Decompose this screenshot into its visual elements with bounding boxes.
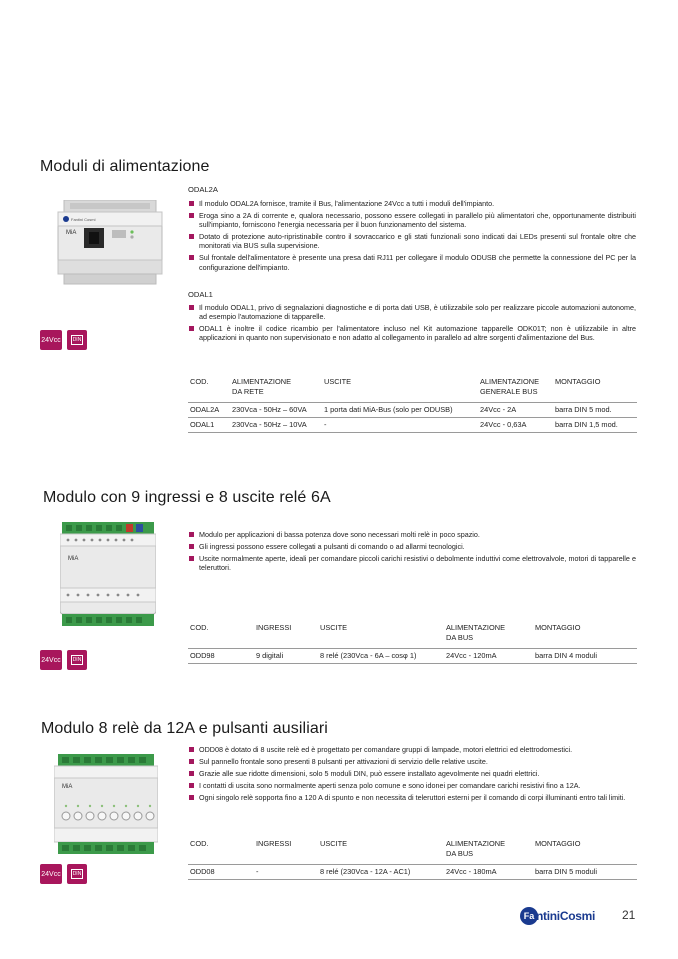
svg-text:MiA: MiA <box>66 230 77 236</box>
bullet-item: ODD08 è dotato di 8 uscite relè ed è progettato per comandare gruppi di lampade, motori elettrici ed elettrodomestici. <box>188 745 636 754</box>
col-header: ALIMENTAZIONE DA BUS <box>444 839 533 865</box>
odd98-device-image <box>60 522 156 626</box>
section-title-odd08: Modulo 8 relè da 12A e pulsanti ausiliari <box>41 720 328 737</box>
model-label-odal1: ODAL1 <box>188 290 213 299</box>
bullet-item: Eroga sino a 2A di corrente e, qualora necessario, possono essere collegati in parallelo più alimentatori che, opportunamente distribuiti sull'impianto, forniscono l'energia necessaria per il buon funzionamento del sistema. <box>188 211 636 230</box>
col-header: USCITE <box>318 623 444 649</box>
badges-odd98 <box>40 650 87 670</box>
col-header: COD. <box>188 839 254 865</box>
table-row: ODAL1 230Vca - 50Hz – 10VA - 24Vcc - 0,63A barra DIN 1,5 mod. <box>188 418 637 433</box>
bullet-item: I contatti di uscita sono normalmente aperti senza polo comune e sono idonei per comandare carichi resistivi fino a 12A. <box>188 781 636 790</box>
voltage-badge: 24Vcc <box>40 330 62 350</box>
badges-alimentazione <box>40 330 87 350</box>
table-row: ODAL2A 230Vca - 50Hz – 60VA 1 porta dati MiA-Bus (solo per ODUSB) 24Vcc - 2A barra DIN 5 mod. <box>188 403 637 418</box>
col-header: COD. <box>188 623 254 649</box>
col-header: MONTAGGIO <box>553 377 637 403</box>
din-badge: DIN <box>67 330 87 350</box>
voltage-badge: 24Vcc <box>40 864 62 884</box>
bullet-item: Dotato di protezione auto-ripristinabile contro il sovraccarico e gli stati funzionali sono indicati dai LEDs presenti sul frontale oltre che monitorati via BUS sulla supervisione. <box>188 232 636 251</box>
table-row: ODD08 - 8 relé (230Vca - 12A - AC1) 24Vcc - 180mA barra DIN 5 moduli <box>188 865 637 880</box>
brand-logo <box>520 907 595 925</box>
bullet-list-odd98 <box>188 530 636 575</box>
bullet-item: Grazie alle sue ridotte dimensioni, solo 5 moduli DIN, può essere installato agevolmente nei quadri elettrici. <box>188 769 636 778</box>
spec-table-odd08 <box>188 839 637 880</box>
col-header: ALIMENTAZIONE DA BUS <box>444 623 533 649</box>
col-header: ALIMENTAZIONE GENERALE BUS <box>478 377 553 403</box>
col-header: INGRESSI <box>254 623 318 649</box>
spec-table-alimentazione <box>188 377 637 433</box>
col-header: USCITE <box>322 377 478 403</box>
svg-text:Fantini Cosmi: Fantini Cosmi <box>71 217 96 222</box>
bullet-item: ODAL1 è inoltre il codice ricambio per l'alimentatore incluso nel Kit automazione tapparelle ODK01T; non è utilizzabile in altre applicazioni in quanto non supervisionato e non adatto al collegamento in parallelo ad altre sorgenti d'alimentazione del Bus. <box>188 324 636 343</box>
voltage-badge: 24Vcc <box>40 650 62 670</box>
col-header: COD. <box>188 377 230 403</box>
col-header: MONTAGGIO <box>533 623 637 649</box>
bullet-item: Modulo per applicazioni di bassa potenza dove sono necessari molti relè in poco spazio. <box>188 530 636 539</box>
din-badge: DIN <box>67 864 87 884</box>
bullet-item: Ogni singolo relè sopporta fino a 120 A di spunto e non necessita di teleruttori esterni per il comando di corpi illuminanti entro tali limiti. <box>188 793 636 802</box>
bullet-item: Uscite normalmente aperte, ideali per comandare piccoli carichi resistivi o debolmente induttivi come elettrovalvole, motori di tapparelle e teleruttori. <box>188 554 636 573</box>
section-title-odd98: Modulo con 9 ingressi e 8 uscite relé 6A <box>43 489 331 506</box>
odd08-device-image <box>54 754 158 854</box>
col-header: ALIMENTAZIONE DA RETE <box>230 377 322 403</box>
bullet-item: Il modulo ODAL1, privo di segnalazioni diagnostiche e di porta dati USB, è utilizzabile solo per realizzare piccole automazioni autonome, ad esempio l'automazione di tapparelle. <box>188 303 636 322</box>
bullet-list-odd08 <box>188 745 636 804</box>
col-header: USCITE <box>318 839 444 865</box>
brand-name: ntiniCosmi <box>536 909 595 923</box>
bullet-item: Gli ingressi possono essere collegati a pulsanti di comando o ad allarmi tecnologici. <box>188 542 636 551</box>
page-number: 21 <box>622 908 636 922</box>
bullet-list-odal1 <box>188 303 636 345</box>
col-header: INGRESSI <box>254 839 318 865</box>
bullet-item: Sul frontale dell'alimentatore è presente una presa dati RJ11 per collegare il modulo ODUSB che permette la connessione del PC per la configurazione dell'impianto. <box>188 253 636 272</box>
table-row: ODD98 9 digitali 8 relé (230Vca - 6A – cosφ 1) 24Vcc - 120mA barra DIN 4 moduli <box>188 649 637 664</box>
svg-text:MiA: MiA <box>68 556 79 562</box>
spec-table-odd98 <box>188 623 637 664</box>
svg-text:MiA: MiA <box>62 784 73 790</box>
bullet-list-odal2a <box>188 199 636 274</box>
bullet-item: Il modulo ODAL2A fornisce, tramite il Bus, l'alimentazione 24Vcc a tutti i moduli dell'impianto. <box>188 199 636 208</box>
din-badge: DIN <box>67 650 87 670</box>
bullet-item: Sul pannello frontale sono presenti 8 pulsanti per attivazioni di servizio delle relative uscite. <box>188 757 636 766</box>
col-header: MONTAGGIO <box>533 839 637 865</box>
brand-mark: Fa <box>520 907 538 925</box>
model-label-odal2a: ODAL2A <box>188 185 218 194</box>
odal2a-device-image <box>56 200 164 286</box>
section-title-alimentazione: Moduli di alimentazione <box>40 158 210 175</box>
badges-odd08 <box>40 864 87 884</box>
